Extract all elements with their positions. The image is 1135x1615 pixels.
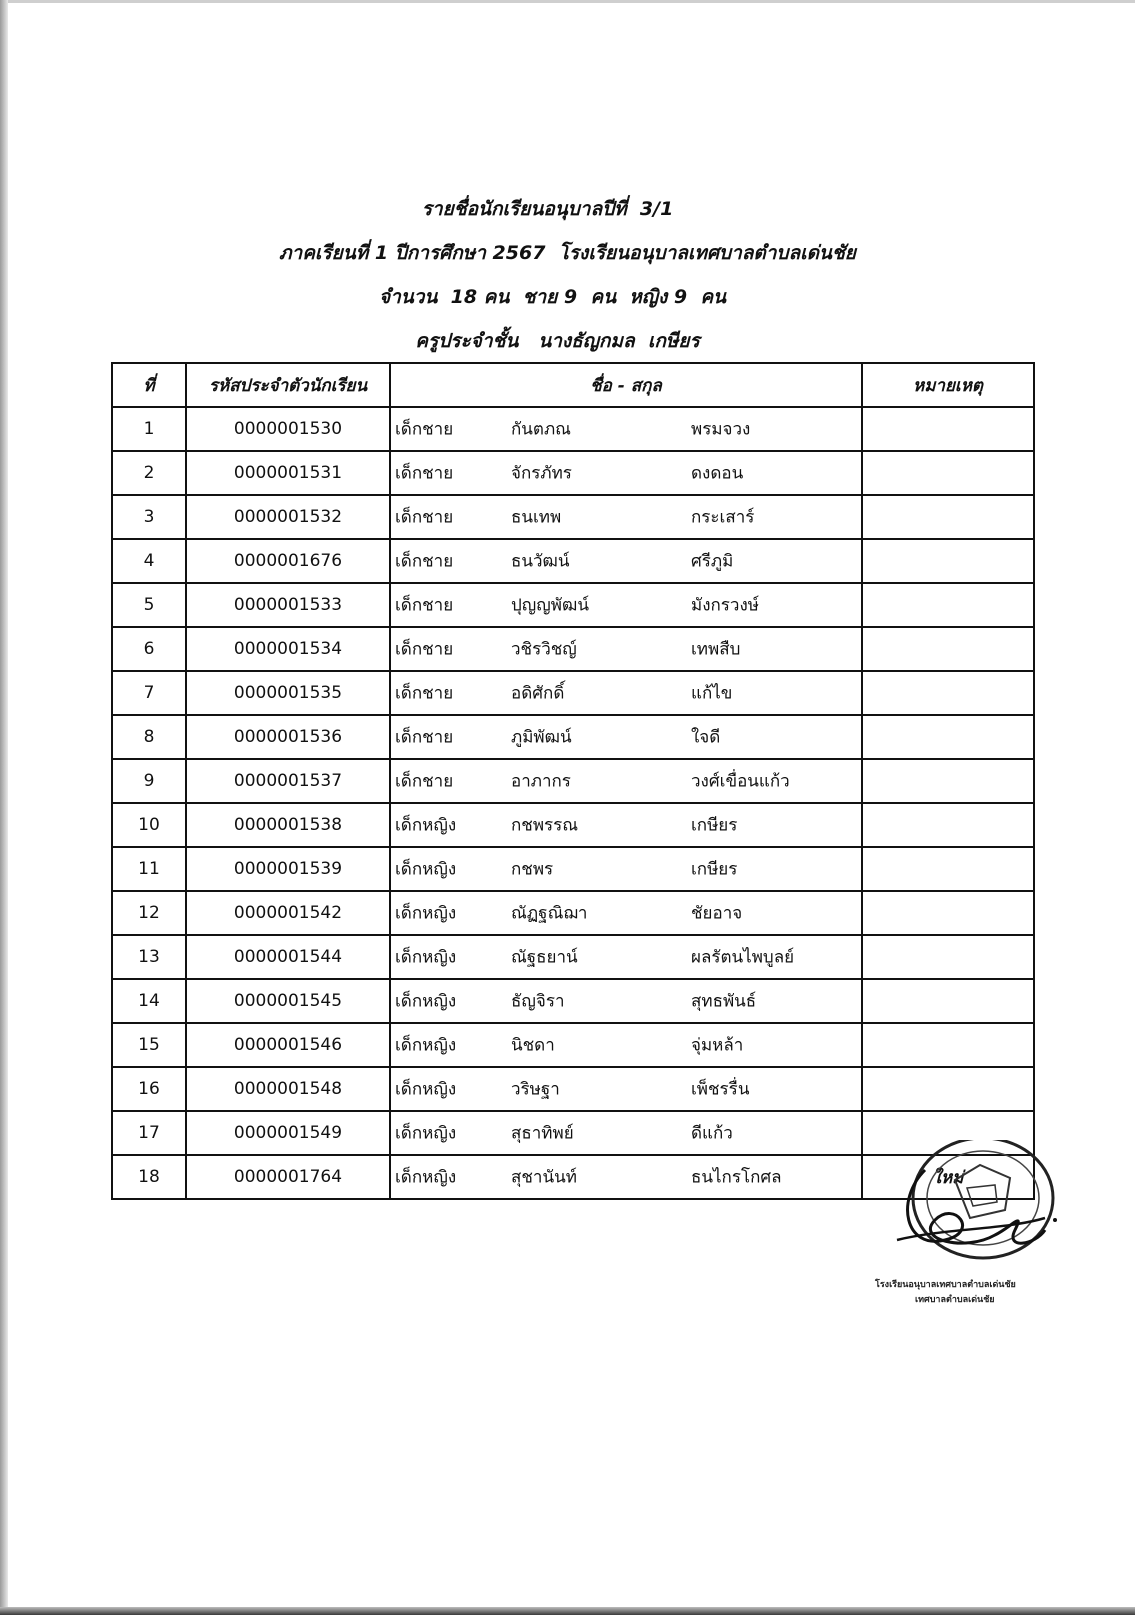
last-name: เทพสืบ	[691, 639, 741, 660]
cell-student-id: 0000001531	[186, 451, 390, 495]
first-name: สุชานันท์	[511, 1167, 577, 1188]
cell-no: 17	[112, 1111, 186, 1155]
table-row	[112, 495, 1034, 539]
cell-student-id: 0000001536	[186, 715, 390, 759]
cell-no: 11	[112, 847, 186, 891]
cell-student-id: 0000001539	[186, 847, 390, 891]
name-title: เด็กชาย	[395, 507, 454, 528]
first-name: วชิรวิชญ์	[511, 639, 577, 660]
cell-note	[862, 539, 1034, 583]
first-name: อาภากร	[511, 771, 571, 792]
student-roster-table	[111, 362, 1035, 1200]
cell-student-id: 0000001548	[186, 1067, 390, 1111]
cell-name	[390, 1111, 862, 1155]
cell-name	[390, 671, 862, 715]
cell-student-id: 0000001676	[186, 539, 390, 583]
cell-note	[862, 1067, 1034, 1111]
table-row	[112, 627, 1034, 671]
stamp-text-line1: โรงเรียนอนุบาลเทศบาลตำบลเด่นชัย	[875, 1280, 1016, 1290]
last-name: ผลรัตนไพบูลย์	[691, 947, 795, 968]
cell-name	[390, 803, 862, 847]
header-no: ที่	[112, 363, 186, 407]
cell-note	[862, 759, 1034, 803]
table-row	[112, 803, 1034, 847]
name-title: เด็กหญิง	[395, 1079, 457, 1100]
name-title: เด็กชาย	[395, 463, 454, 484]
teacher-line: ครูประจำชั้น นางธัญกมล เกษียร	[415, 330, 700, 352]
table-row	[112, 671, 1034, 715]
cell-name	[390, 935, 862, 979]
cell-student-id: 0000001764	[186, 1155, 390, 1199]
cell-no: 9	[112, 759, 186, 803]
cell-note	[862, 803, 1034, 847]
cell-name	[390, 715, 862, 759]
cell-note	[862, 407, 1034, 451]
cell-name	[390, 627, 862, 671]
cell-no: 2	[112, 451, 186, 495]
cell-name	[390, 451, 862, 495]
name-title: เด็กหญิง	[395, 903, 457, 924]
header-name: ชื่อ - สกุล	[390, 363, 862, 407]
name-title: เด็กหญิง	[395, 815, 457, 836]
cell-student-id: 0000001538	[186, 803, 390, 847]
table-row	[112, 407, 1034, 451]
table-row	[112, 891, 1034, 935]
last-name: ใจดี	[691, 727, 721, 748]
cell-student-id: 0000001537	[186, 759, 390, 803]
cell-note	[862, 583, 1034, 627]
table-row	[112, 451, 1034, 495]
name-title: เด็กชาย	[395, 419, 454, 440]
name-title: เด็กชาย	[395, 551, 454, 572]
header-note: หมายเหตุ	[862, 363, 1034, 407]
first-name: กันตภณ	[511, 419, 571, 440]
cell-no: 15	[112, 1023, 186, 1067]
first-name: วริษฐา	[511, 1079, 560, 1100]
cell-student-id: 0000001533	[186, 583, 390, 627]
cell-name	[390, 847, 862, 891]
cell-note	[862, 495, 1034, 539]
cell-name	[390, 1067, 862, 1111]
cell-no: 16	[112, 1067, 186, 1111]
cell-note	[862, 979, 1034, 1023]
cell-student-id: 0000001532	[186, 495, 390, 539]
name-title: เด็กชาย	[395, 683, 454, 704]
last-name: เกษียร	[691, 815, 738, 836]
stamp-text-line2: เทศบาลตำบลเด่นชัย	[915, 1295, 995, 1305]
cell-note	[862, 847, 1034, 891]
cell-note	[862, 671, 1034, 715]
cell-student-id: 0000001530	[186, 407, 390, 451]
first-name: นิชดา	[511, 1035, 555, 1056]
table-row	[112, 759, 1034, 803]
last-name: มังกรวงษ์	[691, 595, 759, 616]
name-title: เด็กหญิง	[395, 859, 457, 880]
cell-note	[862, 451, 1034, 495]
cell-student-id: 0000001546	[186, 1023, 390, 1067]
cell-no: 8	[112, 715, 186, 759]
first-name: อดิศักดิ์	[511, 683, 565, 704]
cell-note	[862, 935, 1034, 979]
cell-no: 10	[112, 803, 186, 847]
first-name: ธัญจิรา	[511, 991, 565, 1012]
name-title: เด็กชาย	[395, 771, 454, 792]
cell-name	[390, 407, 862, 451]
last-name: เพ็ชรรื่น	[691, 1079, 750, 1100]
cell-name	[390, 539, 862, 583]
last-name: ธนไกรโกศล	[691, 1167, 782, 1188]
scan-edge-bottom	[0, 1607, 1135, 1615]
first-name: ปุญญพัฒน์	[511, 595, 589, 616]
cell-student-id: 0000001542	[186, 891, 390, 935]
table-body	[112, 407, 1034, 1199]
last-name: ดีแก้ว	[691, 1123, 733, 1144]
first-name: กชพรรณ	[511, 815, 579, 836]
table-row	[112, 979, 1034, 1023]
last-name: ดงดอน	[691, 463, 744, 484]
name-title: เด็กหญิง	[395, 991, 457, 1012]
cell-name	[390, 979, 862, 1023]
cell-no: 5	[112, 583, 186, 627]
cell-name	[390, 891, 862, 935]
cell-no: 4	[112, 539, 186, 583]
last-name: เกษียร	[691, 859, 738, 880]
first-name: จักรภัทร	[511, 463, 572, 484]
cell-no: 18	[112, 1155, 186, 1199]
cell-no: 12	[112, 891, 186, 935]
last-name: สุทธพันธ์	[691, 991, 757, 1012]
scan-edge-top	[0, 0, 1135, 3]
table-row	[112, 935, 1034, 979]
official-stamp-signature	[875, 1140, 1105, 1320]
note-text: ใหม่	[932, 1167, 964, 1188]
last-name: ชัยอาจ	[691, 903, 743, 924]
last-name: กระเสาร์	[691, 507, 755, 528]
name-title: เด็กชาย	[395, 639, 454, 660]
document-title: รายชื่อนักเรียนอนุบาลปีที่ 3/1	[421, 198, 674, 220]
table-row	[112, 847, 1034, 891]
table-row	[112, 539, 1034, 583]
name-title: เด็กหญิง	[395, 947, 457, 968]
name-title: เด็กหญิง	[395, 1123, 457, 1144]
table-row	[112, 1067, 1034, 1111]
cell-student-id: 0000001544	[186, 935, 390, 979]
last-name: แก้ไข	[691, 683, 733, 704]
cell-no: 1	[112, 407, 186, 451]
cell-name	[390, 1155, 862, 1199]
cell-student-id: 0000001535	[186, 671, 390, 715]
first-name: ธนเทพ	[511, 507, 562, 528]
last-name: พรมจวง	[691, 419, 751, 440]
name-title: เด็กหญิง	[395, 1167, 457, 1188]
cell-no: 6	[112, 627, 186, 671]
cell-student-id: 0000001545	[186, 979, 390, 1023]
first-name: สุธาทิพย์	[511, 1123, 574, 1144]
term-line: ภาคเรียนที่ 1 ปีการศึกษา 2567 โรงเรียนอนุบาลเทศบาลตำบลเด่นชัย	[279, 242, 856, 264]
first-name: ภูมิพัฒน์	[511, 727, 572, 748]
name-title: เด็กชาย	[395, 727, 454, 748]
cell-student-id: 0000001549	[186, 1111, 390, 1155]
cell-note	[862, 1023, 1034, 1067]
cell-name	[390, 759, 862, 803]
cell-note	[862, 627, 1034, 671]
cell-no: 7	[112, 671, 186, 715]
cell-no: 14	[112, 979, 186, 1023]
last-name: วงศ์เขื่อนแก้ว	[691, 771, 790, 792]
last-name: จุ่มหล้า	[691, 1035, 744, 1056]
first-name: กชพร	[511, 859, 554, 880]
name-title: เด็กชาย	[395, 595, 454, 616]
table-row	[112, 583, 1034, 627]
cell-student-id: 0000001534	[186, 627, 390, 671]
header-student-id: รหัสประจำตัวนักเรียน	[186, 363, 390, 407]
cell-no: 13	[112, 935, 186, 979]
cell-name	[390, 1023, 862, 1067]
table-header-row	[112, 363, 1034, 407]
name-title: เด็กหญิง	[395, 1035, 457, 1056]
cell-note	[862, 715, 1034, 759]
cell-name	[390, 583, 862, 627]
table-row	[112, 1023, 1034, 1067]
cell-note	[862, 891, 1034, 935]
first-name: ธนวัฒน์	[511, 551, 570, 572]
cell-no: 3	[112, 495, 186, 539]
first-name: ณัฐธยาน์	[511, 947, 578, 968]
last-name: ศรีภูมิ	[691, 551, 734, 572]
cell-name	[390, 495, 862, 539]
table-row	[112, 715, 1034, 759]
count-line: จำนวน 18 คน ชาย 9 คน หญิง 9 คน	[378, 286, 727, 308]
first-name: ณัฏฐณิฌา	[511, 903, 588, 924]
